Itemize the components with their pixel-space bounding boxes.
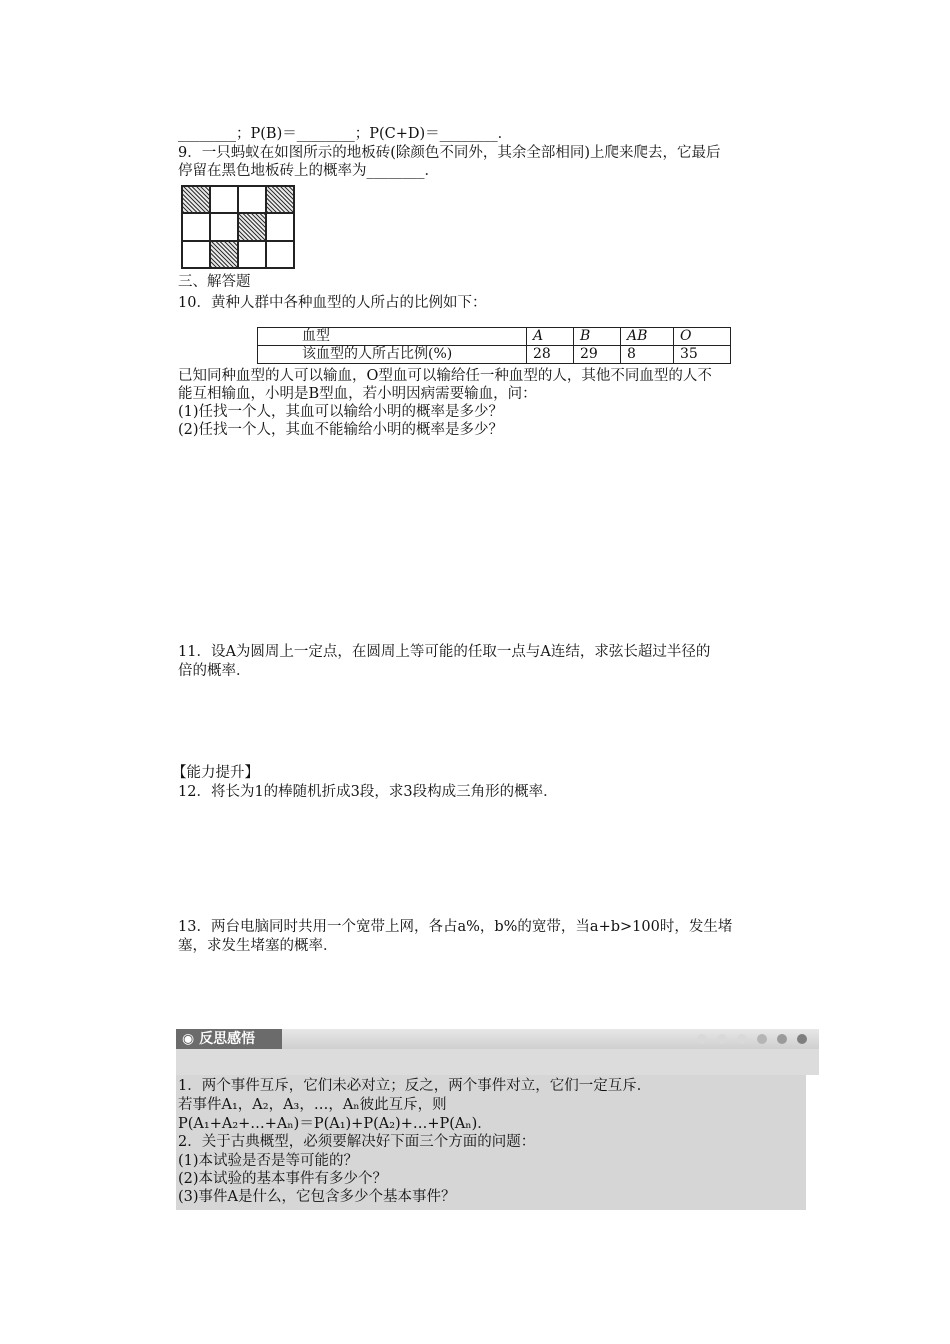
white-tile bbox=[182, 241, 210, 268]
white-tile bbox=[266, 213, 294, 240]
reflection-line: (2)本试验的基本事件有多少个？ bbox=[178, 1171, 388, 1187]
question-11-line-2: 倍的概率． bbox=[178, 663, 251, 679]
question-10-intro: 10．黄种人群中各种血型的人所占的比例如下： bbox=[178, 295, 487, 311]
question-9-line-1: 9．一只蚂蚁在如图所示的地板砖(除颜色不同外，其余全部相同)上爬来爬去，它最后 bbox=[178, 145, 721, 161]
question-13-line-2: 塞，求发生堵塞的概率． bbox=[178, 938, 338, 954]
question-12: 12．将长为1的棒随机折成3段，求3段构成三角形的概率． bbox=[178, 784, 558, 800]
question-10-part-1: (1)任找一个人，其血可以输给小明的概率是多少？ bbox=[178, 404, 504, 420]
white-tile bbox=[238, 241, 266, 268]
section-heading-answers: 三、解答题 bbox=[178, 274, 251, 290]
reflection-line: 2．关于古典概型，必须要解决好下面三个方面的问题： bbox=[178, 1134, 536, 1150]
white-tile bbox=[210, 186, 238, 213]
table-cell: 29 bbox=[574, 346, 621, 364]
question-10-part-2: (2)任找一个人，其血不能输给小明的概率是多少？ bbox=[178, 422, 504, 438]
table-row bbox=[258, 328, 731, 346]
black-tile bbox=[266, 186, 294, 213]
table-cell: 35 bbox=[674, 346, 731, 364]
table-header-cell: 血型 bbox=[258, 328, 527, 346]
table-cell: AB bbox=[621, 328, 674, 346]
question-10-text-line-2: 能互相输血，小明是B型血，若小明因病需要输血，问： bbox=[178, 386, 537, 402]
table-cell: 28 bbox=[527, 346, 574, 364]
previous-answer-blanks: ________；P(B)＝________；P(C+D)＝________． bbox=[178, 126, 513, 142]
question-11-line-1: 11．设A为圆周上一定点，在圆周上等可能的任取一点与A连结，求弦长超过半径的 bbox=[178, 644, 711, 660]
reflection-title: ◉ 反思感悟 bbox=[176, 1029, 282, 1049]
dot-icon bbox=[757, 1034, 767, 1044]
ability-heading: 【能力提升】 bbox=[172, 765, 259, 781]
reflection-line: (3)事件A是什么，它包含多少个基本事件？ bbox=[178, 1189, 456, 1205]
table-cell: O bbox=[674, 328, 731, 346]
reflection-header-bar bbox=[176, 1029, 819, 1049]
black-tile bbox=[182, 186, 210, 213]
black-tile bbox=[238, 213, 266, 240]
question-10-text-line-1: 已知同种血型的人可以输血，O型血可以输给任一种血型的人，其他不同血型的人不 bbox=[178, 368, 712, 384]
floor-tile-figure bbox=[181, 185, 295, 269]
white-tile bbox=[182, 213, 210, 240]
table-cell: B bbox=[574, 328, 621, 346]
decorative-dots bbox=[697, 1034, 807, 1044]
table-cell: 8 bbox=[621, 346, 674, 364]
reflection-spacer bbox=[176, 1049, 819, 1075]
dot-icon bbox=[737, 1034, 747, 1044]
reflection-line: P(A₁+A₂+…+Aₙ)＝P(A₁)+P(A₂)+…+P(Aₙ)． bbox=[178, 1116, 492, 1132]
reflection-content bbox=[176, 1075, 806, 1210]
dot-icon bbox=[717, 1034, 727, 1044]
white-tile bbox=[238, 186, 266, 213]
question-13-line-1: 13．两台电脑同时共用一个宽带上网，各占a%，b%的宽带，当a+b>100时，发生堵 bbox=[178, 919, 733, 935]
table-row bbox=[258, 346, 731, 364]
table-cell: A bbox=[527, 328, 574, 346]
blood-type-table bbox=[257, 327, 731, 364]
reflection-line: (1)本试验是否是等可能的？ bbox=[178, 1153, 359, 1169]
dot-icon bbox=[797, 1034, 807, 1044]
dot-icon bbox=[697, 1034, 707, 1044]
question-9-line-2: 停留在黑色地板砖上的概率为________． bbox=[178, 163, 439, 179]
table-header-cell: 该血型的人所占比例(%) bbox=[258, 346, 527, 364]
black-tile bbox=[210, 241, 238, 268]
white-tile bbox=[266, 241, 294, 268]
white-tile bbox=[210, 213, 238, 240]
dot-icon bbox=[777, 1034, 787, 1044]
reflection-line: 若事件A₁，A₂，A₃，…，Aₙ彼此互斥，则 bbox=[178, 1097, 447, 1113]
reflection-line: 1．两个事件互斥，它们未必对立；反之，两个事件对立，它们一定互斥． bbox=[178, 1078, 652, 1094]
